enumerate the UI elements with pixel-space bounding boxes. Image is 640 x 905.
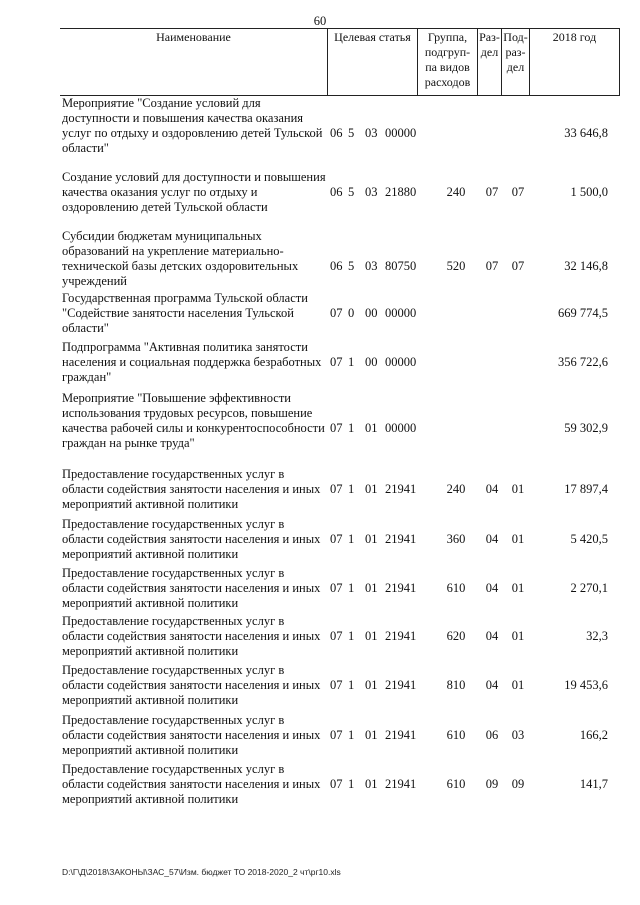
row-name: Мероприятие "Повышение эффективности использования трудовых ресурсов, повышение качества рабочей силы и конкурентоспособности граждан на рынке труда" xyxy=(62,391,325,450)
target-code-subprogram: 1 xyxy=(348,482,355,496)
row-name: Предоставление государственных услуг в области содействия занятости населения и иных мероприятий активной политики xyxy=(62,762,321,806)
target-code-event: 01 xyxy=(365,482,378,496)
amount-2018: 2 270,1 xyxy=(570,581,608,595)
target-code-program: 07 xyxy=(330,728,343,742)
amount-2018: 19 453,6 xyxy=(564,678,608,692)
target-code-direction: 21941 xyxy=(385,728,417,742)
expense-group: 610 xyxy=(446,777,466,791)
expense-group: 610 xyxy=(446,728,466,742)
target-code-direction: 21880 xyxy=(385,185,417,199)
row-name: Мероприятие "Создание условий для доступности и повышения качества оказания услуг по отдыху и оздоровлению детей Тульской области" xyxy=(62,96,323,155)
amount-2018: 33 646,8 xyxy=(564,126,608,140)
target-code-program: 07 xyxy=(330,482,343,496)
target-code-subprogram: 1 xyxy=(348,728,355,742)
target-code-subprogram: 1 xyxy=(348,421,355,435)
amount-2018: 356 722,6 xyxy=(558,355,608,369)
amount-2018: 141,7 xyxy=(579,777,608,791)
target-code-subprogram: 0 xyxy=(348,306,355,320)
target-code-subprogram: 1 xyxy=(348,581,355,595)
target-code-event: 00 xyxy=(365,355,378,369)
amount-2018: 17 897,4 xyxy=(564,482,608,496)
amount-2018: 1 500,0 xyxy=(570,185,608,199)
row-name: Предоставление государственных услуг в области содействия занятости населения и иных мероприятий активной политики xyxy=(62,614,321,658)
target-code-subprogram: 5 xyxy=(348,259,355,273)
section: 04 xyxy=(485,678,499,692)
file-path-footer: D:\Г\Д\2018\ЗАКОНЫ\ЗАС_57\Изм. бюджет ТО 2018-2020_2 чт\рг10.xls xyxy=(62,867,341,877)
target-code-event: 01 xyxy=(365,532,378,546)
section: 04 xyxy=(485,629,499,643)
table-header xyxy=(60,28,620,96)
subsection: 01 xyxy=(511,482,525,496)
expense-group: 520 xyxy=(446,259,466,273)
row-name: Подпрограмма "Активная политика занятости населения и социальная поддержка безработных граждан" xyxy=(62,340,322,384)
row-name: Предоставление государственных услуг в области содействия занятости населения и иных мероприятий активной политики xyxy=(62,467,321,511)
target-code-subprogram: 5 xyxy=(348,185,355,199)
amount-2018: 669 774,5 xyxy=(558,306,608,320)
target-code-direction: 00000 xyxy=(385,306,417,320)
header-subsection: Под- раз- дел xyxy=(501,29,529,95)
amount-2018: 32 146,8 xyxy=(564,259,608,273)
target-code-program: 07 xyxy=(330,629,343,643)
subsection: 07 xyxy=(511,259,525,273)
target-code-subprogram: 5 xyxy=(348,126,355,140)
target-code-program: 07 xyxy=(330,306,343,320)
target-code-program: 07 xyxy=(330,532,343,546)
amount-2018: 32,3 xyxy=(586,629,608,643)
target-code-direction: 80750 xyxy=(385,259,417,273)
target-code-event: 00 xyxy=(365,306,378,320)
row-name: Создание условий для доступности и повышения качества оказания услуг по отдыху и оздоровлению детей Тульской области xyxy=(62,170,326,214)
target-code-event: 03 xyxy=(365,259,378,273)
target-code-program: 07 xyxy=(330,777,343,791)
subsection: 01 xyxy=(511,629,525,643)
subsection: 03 xyxy=(511,728,525,742)
subsection: 01 xyxy=(511,678,525,692)
header-group: Группа, подгруп- па видов расходов xyxy=(417,29,477,95)
header-section: Раз- дел xyxy=(477,29,501,95)
target-code-event: 03 xyxy=(365,126,378,140)
header-year: 2018 год xyxy=(529,29,620,95)
target-code-direction: 00000 xyxy=(385,421,417,435)
section: 06 xyxy=(485,728,499,742)
target-code-event: 01 xyxy=(365,777,378,791)
row-name: Предоставление государственных услуг в области содействия занятости населения и иных мероприятий активной политики xyxy=(62,663,321,707)
target-code-program: 07 xyxy=(330,581,343,595)
section: 09 xyxy=(485,777,499,791)
expense-group: 610 xyxy=(446,581,466,595)
subsection: 09 xyxy=(511,777,525,791)
subsection: 07 xyxy=(511,185,525,199)
target-code-program: 06 xyxy=(330,126,343,140)
expense-group: 240 xyxy=(446,185,466,199)
section: 04 xyxy=(485,482,499,496)
target-code-direction: 21941 xyxy=(385,482,417,496)
row-name: Предоставление государственных услуг в области содействия занятости населения и иных мероприятий активной политики xyxy=(62,566,321,610)
target-code-direction: 21941 xyxy=(385,629,417,643)
subsection: 01 xyxy=(511,532,525,546)
target-code-event: 03 xyxy=(365,185,378,199)
target-code-event: 01 xyxy=(365,581,378,595)
target-code-direction: 00000 xyxy=(385,355,417,369)
section: 04 xyxy=(485,581,499,595)
section: 07 xyxy=(485,259,499,273)
page-number: 60 xyxy=(313,14,327,28)
target-code-subprogram: 1 xyxy=(348,355,355,369)
header-target: Целевая статья xyxy=(327,29,417,95)
target-code-subprogram: 1 xyxy=(348,532,355,546)
expense-group: 240 xyxy=(446,482,466,496)
subsection: 01 xyxy=(511,581,525,595)
row-name: Предоставление государственных услуг в области содействия занятости населения и иных мероприятий активной политики xyxy=(62,713,321,757)
amount-2018: 5 420,5 xyxy=(570,532,608,546)
target-code-program: 07 xyxy=(330,421,343,435)
amount-2018: 166,2 xyxy=(579,728,608,742)
target-code-direction: 21941 xyxy=(385,532,417,546)
amount-2018: 59 302,9 xyxy=(564,421,608,435)
section: 04 xyxy=(485,532,499,546)
expense-group: 810 xyxy=(446,678,466,692)
target-code-event: 01 xyxy=(365,629,378,643)
header-name: Наименование xyxy=(156,30,231,44)
expense-group: 620 xyxy=(446,629,466,643)
target-code-subprogram: 1 xyxy=(348,629,355,643)
target-code-program: 07 xyxy=(330,678,343,692)
target-code-subprogram: 1 xyxy=(348,678,355,692)
target-code-direction: 21941 xyxy=(385,678,417,692)
target-code-program: 06 xyxy=(330,259,343,273)
section: 07 xyxy=(485,185,499,199)
target-code-event: 01 xyxy=(365,421,378,435)
row-name: Государственная программа Тульской области "Содействие занятости населения Тульской области" xyxy=(62,291,308,335)
target-code-direction: 21941 xyxy=(385,581,417,595)
expense-group: 360 xyxy=(446,532,466,546)
target-code-direction: 00000 xyxy=(385,126,417,140)
target-code-event: 01 xyxy=(365,678,378,692)
target-code-event: 01 xyxy=(365,728,378,742)
target-code-subprogram: 1 xyxy=(348,777,355,791)
target-code-program: 06 xyxy=(330,185,343,199)
target-code-direction: 21941 xyxy=(385,777,417,791)
target-code-program: 07 xyxy=(330,355,343,369)
row-name: Предоставление государственных услуг в области содействия занятости населения и иных мероприятий активной политики xyxy=(62,517,321,561)
row-name: Субсидии бюджетам муниципальных образований на укрепление материально-технической базы детских оздоровительных учреждений xyxy=(62,229,299,288)
